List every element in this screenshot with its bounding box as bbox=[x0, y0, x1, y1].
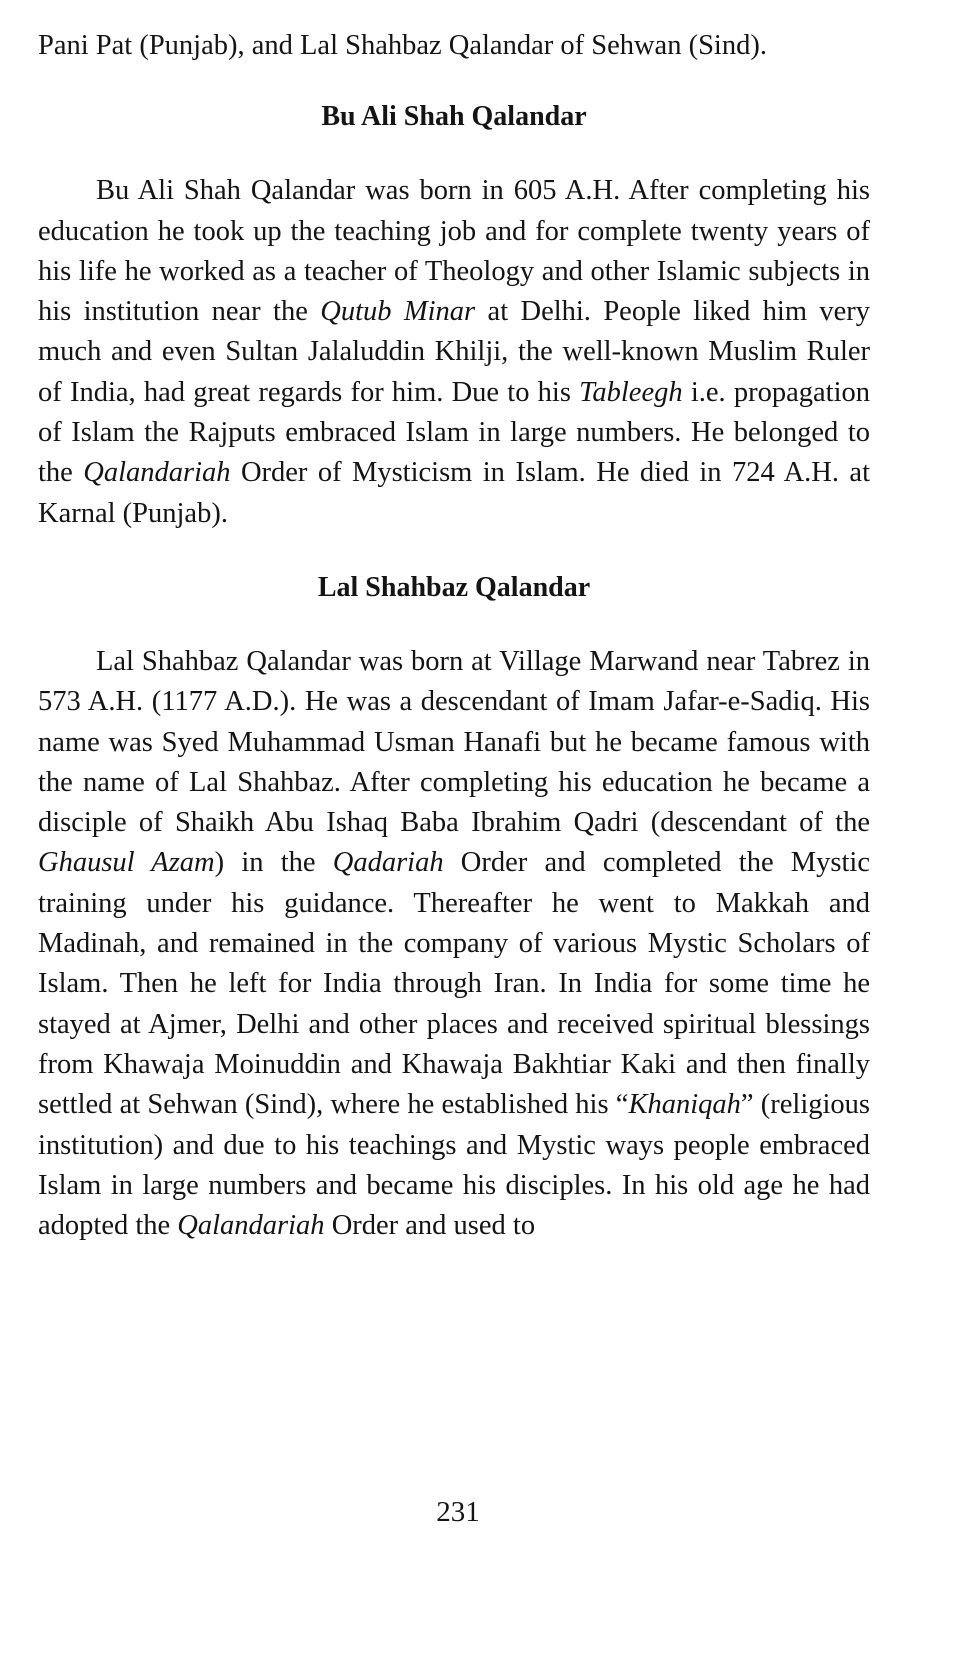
intro-paragraph: Pani Pat (Punjab), and Lal Shahbaz Qalandar of Sehwan (Sind). bbox=[38, 30, 767, 61]
paragraph-lal-shahbaz bbox=[38, 642, 870, 1246]
section-heading-lal-shahbaz: Lal Shahbaz Qalandar bbox=[317, 571, 591, 603]
text-run: Bu Ali Shah Qalandar was born in 605 A.H. After completing his education he took up the teaching job and for complete twenty years of his life he worked as a teacher of Theology and other Islamic subjects in his institution near the bbox=[38, 175, 870, 328]
text-run: Lal Shahbaz Qalandar was born at Village Marwand near Tabrez in 573 A.H. (1177 A.D.). He was a descendant of Imam Jafar-e-Sadiq. His name was Syed Muhammad Usman Hanafi but he became famous with the name of Lal Shahbaz. After completing his education he became a disciple of Shaikh Abu Ishaq Baba Ibrahim Qadri (descendant of the bbox=[38, 645, 870, 839]
paragraph-bu-ali-shah bbox=[38, 171, 870, 534]
italic-term: Ghausul Azam bbox=[38, 847, 215, 879]
text-run: ) in the bbox=[214, 847, 333, 879]
italic-term: Qutub Minar bbox=[320, 296, 476, 328]
text-run: ” (religious institution) and due to his teachings and Mystic ways people embraced Islam in large numbers and became his disciples. In his old age he had adopted the bbox=[38, 1089, 870, 1242]
section-heading-bu-ali-shah: Bu Ali Shah Qalandar bbox=[321, 101, 587, 133]
italic-term: Tableegh bbox=[579, 376, 683, 408]
italic-term: Qadariah bbox=[332, 847, 444, 879]
text-run: i.e. propagation of Islam the Rajputs embraced Islam in large numbers. He belonged to the bbox=[38, 376, 870, 489]
italic-term: Qalandariah bbox=[83, 457, 231, 489]
text-run: Order and completed the Mystic training under his guidance. Thereafter he went to Makkah and Madinah, and remained in the company of various Mystic Scholars of Islam. Then he left for India through Iran. In India for some time he stayed at Ajmer, Delhi and other places and received spiritual blessings from Khawaja Moinuddin and Khawaja Bakhtiar Kaki and then finally settled at Sehwan (Sind), where he established his “ bbox=[38, 847, 870, 1121]
italic-term: Qalandariah bbox=[177, 1210, 325, 1242]
text-run: at Delhi. People liked him very much and even Sultan Jalaluddin Khilji, the well-known Muslim Ruler of India, had great regards for him. Due to his bbox=[38, 296, 871, 408]
italic-term: Khaniqah bbox=[628, 1089, 741, 1121]
text-run: Order and used to bbox=[324, 1210, 536, 1242]
book-page bbox=[38, 26, 870, 1246]
page-number: 231 bbox=[436, 1496, 480, 1528]
text-run: Order of Mysticism in Islam. He died in 724 A.H. at Karnal (Punjab). bbox=[38, 457, 870, 529]
